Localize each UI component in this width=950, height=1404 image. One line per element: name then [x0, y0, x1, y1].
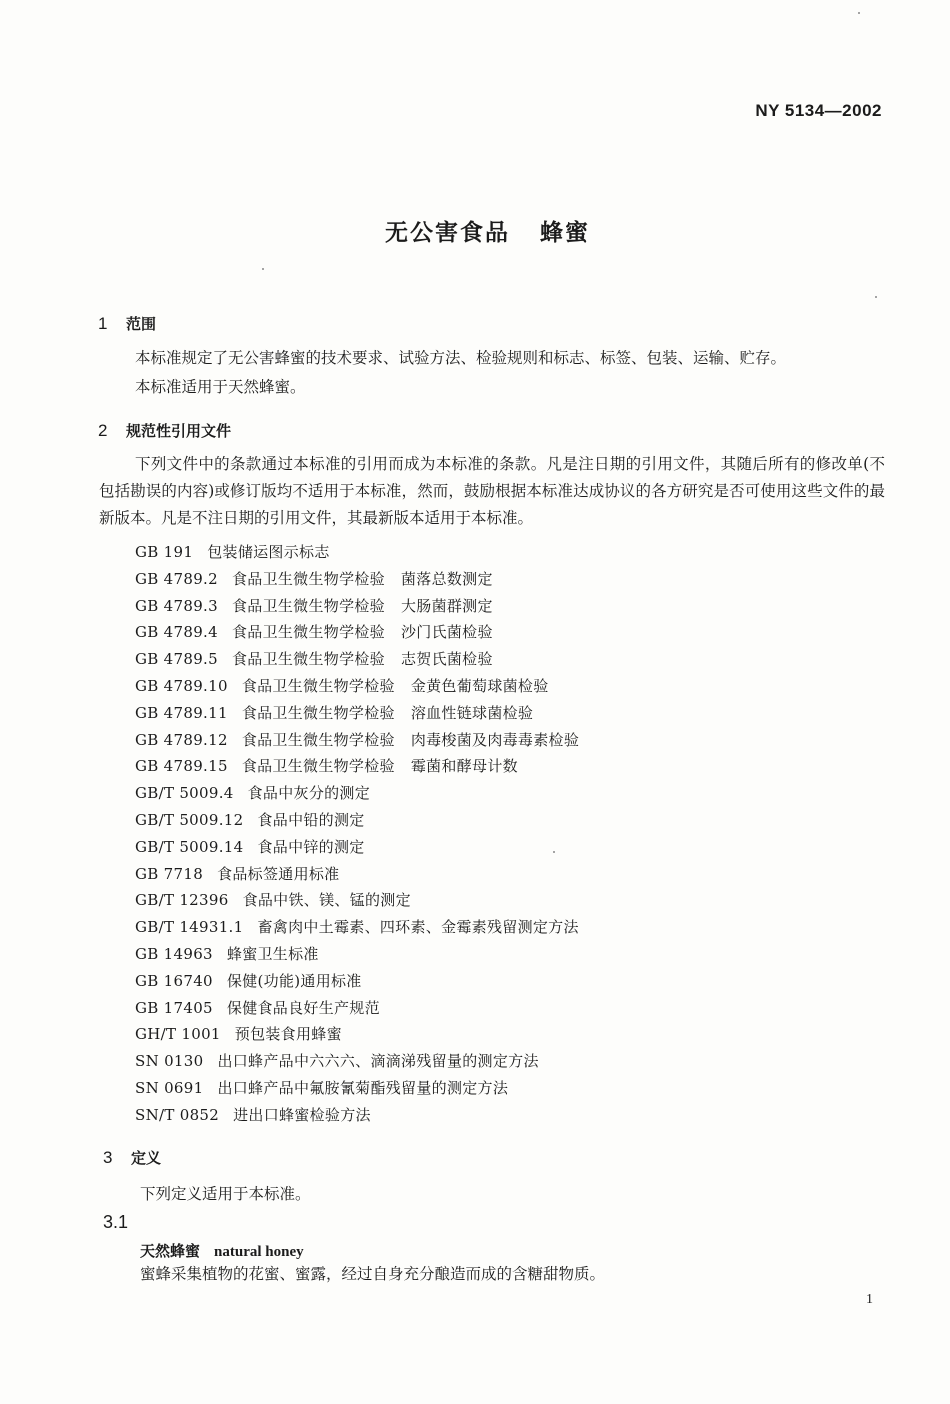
- reference-title: 保健食品良好生产规范: [226, 998, 380, 1017]
- reference-title: 食品卫生微生物学检验: [231, 596, 385, 615]
- section-title: 范围: [126, 315, 157, 333]
- reference-code: GB 4789.10: [135, 677, 228, 695]
- scope-paragraph-1: 本标准规定了无公害蜂蜜的技术要求、试验方法、检验规则和标志、标签、包装、运输、贮存。: [135, 349, 787, 367]
- reference-subtitle: 霉菌和酵母计数: [410, 757, 518, 776]
- reference-item: [135, 863, 339, 884]
- title-part-1: 无公害食品: [385, 220, 510, 246]
- page-number: 1: [866, 1292, 873, 1307]
- section-2-heading: [98, 420, 231, 441]
- reference-subtitle: 溶血性链球菌检验: [410, 703, 534, 722]
- reference-title: 出口蜂产品中六六六、滴滴涕残留量的测定方法: [217, 1052, 539, 1071]
- reference-code: GB 191: [135, 543, 194, 561]
- document-title: [0, 214, 950, 247]
- reference-item: [135, 595, 493, 616]
- reference-item: [135, 621, 493, 642]
- reference-item: [135, 1077, 508, 1098]
- reference-code: GB/T 14931.1: [135, 918, 244, 937]
- reference-code: GB 14963: [135, 945, 213, 963]
- norm-refs-intro: 下列文件中的条款通过本标准的引用而成为本标准的条款。凡是注日期的引用文件，其随后所有的修改单(不包括勘误的内容)或修订版均不适用于本标准，然而，鼓励根据本标准达成协议的各方研究是否可使用这些文件的最新版本。凡是不注日期的引用文件，其最新版本适用于本标准。: [99, 455, 885, 527]
- reference-code: GB 4789.11: [135, 703, 228, 722]
- section-1-heading: [98, 313, 156, 334]
- reference-item: [135, 1023, 342, 1044]
- reference-title: 出口蜂产品中氟胺氰菊酯残留量的测定方法: [217, 1079, 509, 1097]
- reference-code: GB 4789.2: [135, 569, 218, 588]
- term-english: natural honey: [214, 1244, 304, 1260]
- section-title: 规范性引用文件: [126, 422, 232, 440]
- reference-subtitle: 沙门氏菌检验: [400, 623, 493, 642]
- reference-code: GB/T 12396: [135, 891, 229, 910]
- reference-code: GB/T 5009.12: [135, 811, 244, 829]
- reference-item: [135, 836, 365, 857]
- reference-item: [135, 541, 330, 562]
- reference-title: 食品卫生微生物学检验: [241, 730, 395, 749]
- reference-item: [135, 1104, 371, 1125]
- reference-item: [135, 702, 533, 723]
- reference-subtitle: 金黄色葡萄球菌检验: [410, 677, 549, 695]
- reference-title: 蜂蜜卫生标准: [226, 945, 319, 963]
- section-number: 1: [98, 314, 108, 333]
- reference-item: [135, 729, 579, 750]
- reference-title: 食品中铁、镁、锰的测定: [242, 891, 411, 910]
- section-3-heading: [103, 1147, 161, 1168]
- reference-title: 食品中铅的测定: [257, 811, 365, 829]
- reference-title: 食品中锌的测定: [257, 837, 365, 856]
- reference-code: GB 4789.15: [135, 757, 228, 776]
- reference-title: 食品标签通用标准: [217, 864, 340, 883]
- reference-title: 预包装食用蜂蜜: [234, 1025, 342, 1044]
- definitions-intro: 下列定义适用于本标准。: [140, 1185, 311, 1203]
- reference-title: 畜禽肉中土霉素、四环素、金霉素残留测定方法: [257, 918, 579, 937]
- reference-item: [135, 1050, 539, 1071]
- reference-item: [135, 809, 365, 830]
- reference-code: GB/T 5009.14: [135, 837, 244, 856]
- scan-speck: [875, 296, 877, 298]
- section-number: 2: [98, 421, 108, 440]
- reference-item: [135, 970, 362, 991]
- reference-code: GB 4789.12: [135, 730, 228, 749]
- term-chinese: 天然蜂蜜: [140, 1242, 201, 1260]
- reference-item: [135, 568, 493, 589]
- section-title: 定义: [131, 1149, 162, 1167]
- reference-item: [135, 997, 380, 1018]
- reference-code: SN 0691: [135, 1079, 204, 1097]
- standard-number: NY 5134—2002: [755, 101, 882, 120]
- reference-item: [135, 755, 518, 776]
- reference-title: 食品卫生微生物学检验: [231, 650, 385, 669]
- reference-code: GB 4789.5: [135, 650, 218, 669]
- reference-code: GH/T 1001: [135, 1025, 221, 1044]
- reference-title: 包装储运图示标志: [207, 543, 330, 561]
- reference-title: 食品卫生微生物学检验: [241, 757, 395, 776]
- reference-item: [135, 943, 319, 964]
- reference-code: GB 4789.3: [135, 596, 218, 615]
- reference-item: [135, 782, 370, 803]
- reference-code: GB/T 5009.4: [135, 784, 234, 803]
- scan-speck: [858, 12, 860, 14]
- reference-code: GB 16740: [135, 971, 213, 990]
- reference-code: GB 4789.4: [135, 623, 218, 642]
- reference-title: 食品卫生微生物学检验: [241, 703, 395, 722]
- reference-title: 食品卫生微生物学检验: [231, 623, 385, 642]
- reference-subtitle: 肉毒梭菌及肉毒毒素检验: [410, 730, 580, 749]
- reference-title: 进出口蜂蜜检验方法: [233, 1105, 371, 1124]
- reference-code: SN 0130: [135, 1052, 204, 1071]
- reference-title: 保健(功能)通用标准: [226, 971, 362, 990]
- definition-term: [140, 1240, 304, 1261]
- reference-title: 食品卫生微生物学检验: [241, 677, 395, 695]
- section-number: 3: [103, 1148, 113, 1167]
- reference-subtitle: 大肠菌群测定: [400, 596, 493, 615]
- reference-subtitle: 志贺氏菌检验: [400, 650, 493, 669]
- reference-title: 食品卫生微生物学检验: [231, 569, 385, 588]
- title-part-2: 蜂蜜: [540, 220, 590, 246]
- reference-item: [135, 889, 411, 910]
- scan-speck: [553, 851, 555, 853]
- scan-speck: [262, 268, 264, 270]
- definition-text: 蜜蜂采集植物的花蜜、蜜露，经过自身充分酿造而成的含糖甜物质。: [140, 1265, 606, 1283]
- reference-code: SN/T 0852: [135, 1105, 220, 1124]
- reference-code: GB 7718: [135, 864, 204, 883]
- reference-item: [135, 916, 579, 937]
- reference-item: [135, 648, 493, 669]
- definition-number: 3.1: [103, 1212, 129, 1232]
- scope-paragraph-2: 本标准适用于天然蜂蜜。: [135, 378, 306, 396]
- reference-subtitle: 菌落总数测定: [400, 569, 493, 588]
- reference-code: GB 17405: [135, 998, 213, 1017]
- reference-item: [135, 675, 549, 696]
- reference-title: 食品中灰分的测定: [247, 784, 371, 803]
